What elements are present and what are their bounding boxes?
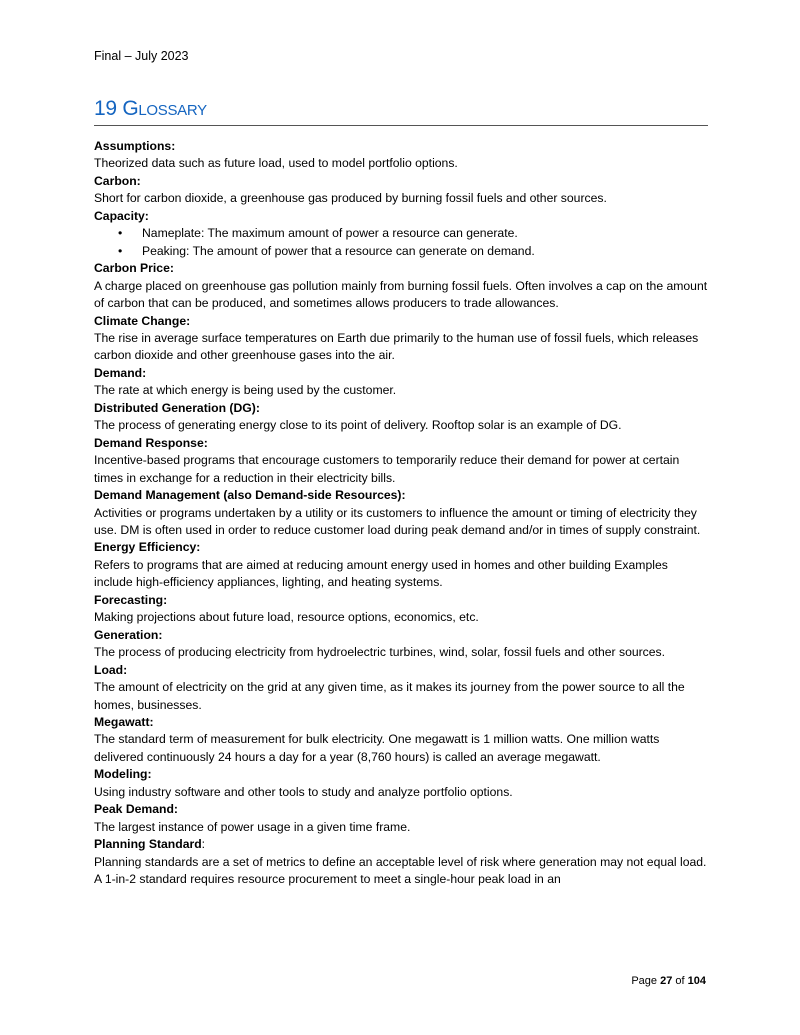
glossary-entry-climate-change bbox=[94, 313, 708, 365]
glossary-entry-distributed-generation bbox=[94, 400, 708, 435]
glossary-term: Carbon: bbox=[94, 173, 141, 188]
glossary-definition: Incentive-based programs that encourage customers to temporarily reduce their demand for power at certain times in exchange for a reduction in their electricity bills. bbox=[94, 453, 680, 485]
glossary-term: Capacity: bbox=[94, 208, 149, 223]
glossary-term: Demand Response: bbox=[94, 435, 208, 450]
glossary-definition: Planning standards are a set of metrics to define an acceptable level of risk where generation may not equal load. A 1-in-2 standard requires resource procurement to meet a single-hour peak load in an bbox=[94, 854, 707, 887]
glossary-entry-load bbox=[94, 662, 708, 714]
glossary-entry-demand-management bbox=[94, 487, 708, 539]
glossary-term: Peak Demand: bbox=[94, 802, 178, 817]
total-pages-number: 104 bbox=[687, 975, 706, 987]
glossary-term: Distributed Generation (DG): bbox=[94, 400, 260, 415]
section-name: Glossary bbox=[122, 97, 207, 120]
bullet-item: • Peaking: The amount of power that a resource can generate on demand. bbox=[94, 243, 708, 260]
glossary-entry-demand bbox=[94, 365, 708, 400]
section-heading bbox=[94, 96, 708, 126]
glossary-entry-modeling bbox=[94, 766, 708, 801]
glossary-definition: The largest instance of power usage in a given time frame. bbox=[94, 819, 411, 834]
section-title bbox=[94, 96, 708, 122]
glossary-entry-carbon bbox=[94, 173, 708, 208]
glossary-term: Demand: bbox=[94, 365, 147, 380]
glossary-term: Demand Management (also Demand-side Resources): bbox=[94, 488, 406, 503]
glossary-definition: Theorized data such as future load, used to model portfolio options. bbox=[94, 156, 458, 171]
capacity-bullet-list bbox=[94, 225, 708, 260]
glossary-definition: The standard term of measurement for bulk electricity. One megawatt is 1 million watts. One million watts delivered continuously 24 hours a day for a year (8,760 hours) is called an average megawatt. bbox=[94, 732, 660, 764]
page-label: Page bbox=[631, 975, 658, 987]
glossary-entry-megawatt bbox=[94, 714, 708, 766]
bullet-item: • Nameplate: The maximum amount of power a resource can generate. bbox=[94, 225, 708, 242]
glossary-definition: Short for carbon dioxide, a greenhouse gas produced by burning fossil fuels and other sources. bbox=[94, 191, 607, 206]
glossary-definition: The rate at which energy is being used by the customer. bbox=[94, 383, 397, 398]
glossary-entry-forecasting bbox=[94, 592, 708, 627]
of-label: of bbox=[675, 975, 685, 987]
glossary-entry-assumptions bbox=[94, 138, 708, 173]
glossary-term: Assumptions: bbox=[94, 139, 176, 153]
glossary-entry-carbon-price bbox=[94, 260, 708, 312]
glossary-term-line bbox=[94, 836, 708, 853]
glossary-entry-energy-efficiency bbox=[94, 539, 708, 591]
glossary-definition: Making projections about future load, resource options, economics, etc. bbox=[94, 610, 479, 625]
glossary-definition: Activities or programs undertaken by a utility or its customers to influence the amount or timing of electricity they use. DM is often used in order to reduce customer load during peak demand and/or in times of supply constraint. bbox=[94, 505, 701, 537]
glossary-term: Modeling: bbox=[94, 767, 152, 782]
glossary-definition: The process of producing electricity from hydroelectric turbines, wind, solar, fossil fuels and other sources. bbox=[94, 645, 666, 660]
glossary-term: Energy Efficiency: bbox=[94, 540, 201, 555]
glossary-definition: Refers to programs that are aimed at reducing amount energy used in homes and other building Examples include high-efficiency appliances, lighting, and heating systems. bbox=[94, 557, 668, 590]
glossary-definition: The rise in average surface temperatures on Earth due primarily to the human use of fossil fuels, which releases carbon dioxide and other greenhouse gases into the air. bbox=[94, 330, 699, 363]
glossary-entry-capacity bbox=[94, 208, 708, 260]
glossary-definition: The process of generating energy close to its point of delivery. Rooftop solar is an example of DG. bbox=[94, 418, 622, 433]
glossary-term: Megawatt: bbox=[94, 714, 154, 729]
glossary-term: Load: bbox=[94, 662, 128, 677]
section-number: 19 bbox=[94, 97, 117, 120]
current-page-number: 27 bbox=[660, 975, 673, 987]
glossary-term: Forecasting: bbox=[94, 592, 168, 607]
page-footer bbox=[631, 974, 706, 988]
glossary-term: Planning Standard bbox=[94, 837, 202, 852]
glossary-entry-planning-standard bbox=[94, 836, 708, 888]
glossary-entry-peak-demand bbox=[94, 801, 708, 836]
glossary-entry-demand-response bbox=[94, 435, 708, 487]
glossary-definition: Using industry software and other tools to study and analyze portfolio options. bbox=[94, 784, 513, 799]
glossary-list bbox=[94, 138, 708, 888]
glossary-term: Climate Change: bbox=[94, 313, 191, 328]
glossary-definition: A charge placed on greenhouse gas pollution mainly from burning fossil fuels. Often involves a cap on the amount of carbon that can be produced, and sometimes allows producers to trade allowances. bbox=[94, 278, 708, 311]
term-suffix: : bbox=[201, 837, 206, 852]
glossary-term: Carbon Price: bbox=[94, 261, 174, 276]
page-header: Final – July 2023 bbox=[94, 49, 189, 63]
glossary-definition: The amount of electricity on the grid at any given time, as it makes its journey from the power source to all the homes, businesses. bbox=[94, 680, 685, 712]
glossary-entry-generation bbox=[94, 627, 708, 662]
glossary-term: Generation: bbox=[94, 627, 163, 642]
